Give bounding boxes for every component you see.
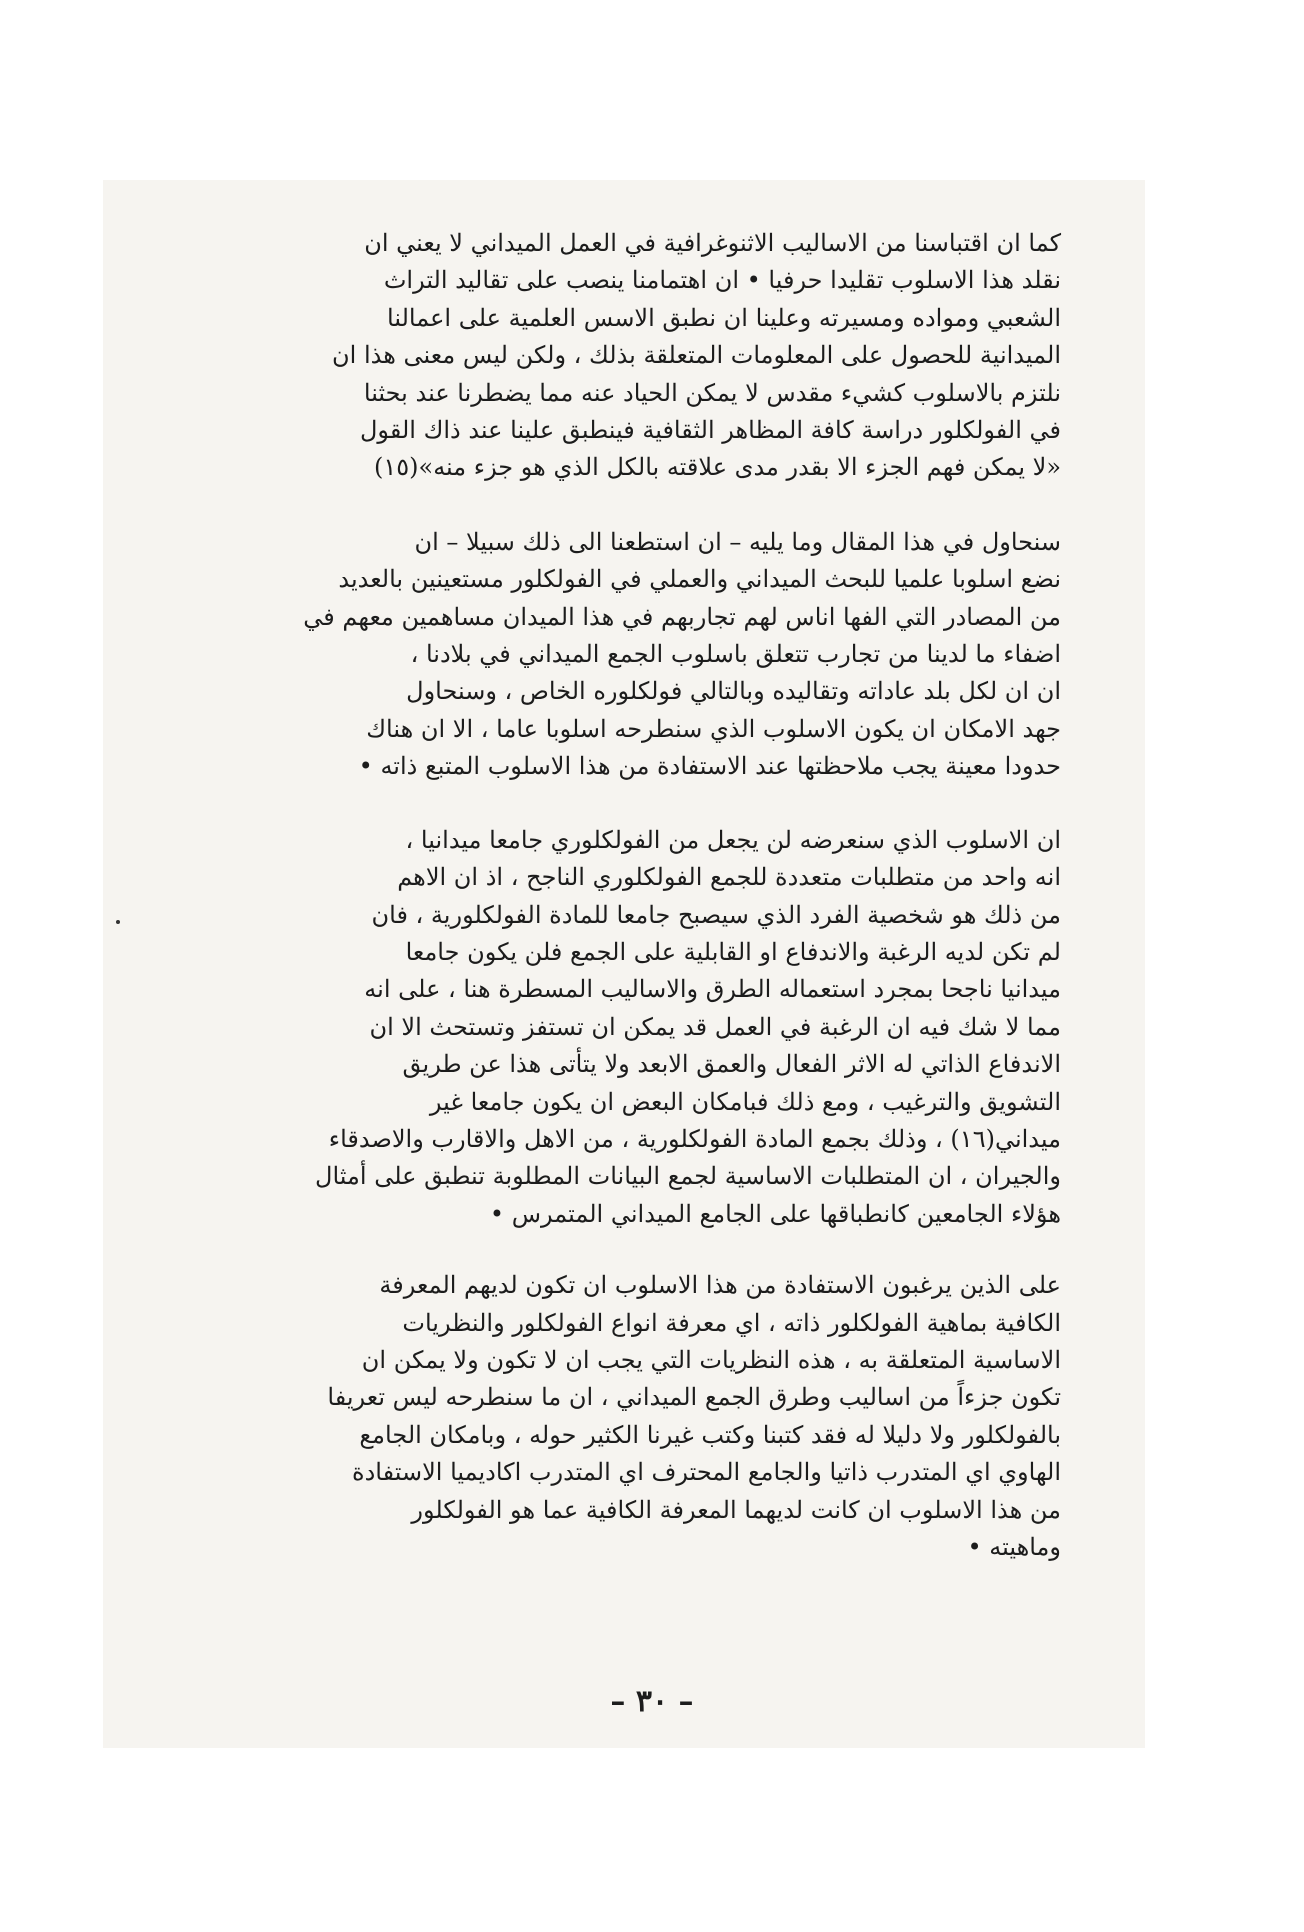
paragraph-3: ان الاسلوب الذي سنعرضه لن يجعل من الفولكلوري جامعا ميدانيا ، انه واحد من متطلبات متعددة للجمع الفولكلوري الناجح ، اذ ان الاهم من ذلك هو شخصية الفرد الذي سيصبح جامعا للمادة الفولكلورية ، فان لم تكن لديه الرغبة والاندفاع او القابلية على الجمع فلن يكون جامعا ميدانيا ناجحا بمجرد استعماله الطرق والاساليب المسطرة هنا ، على انه مما لا شك فيه ان الرغبة في العمل قد يمكن ان تستفز وتستحث الا ان الاندفاع الذاتي له الاثر الفعال والعمق الابعد ولا يتأتى هذا عن طريق التشويق والترغيب ، ومع ذلك فبامكان البعض ان يكون جامعا غير ميداني(١٦) ، وذلك بجمع المادة الفولكلورية ، من الاهل والاقارب والاصدقاء والجيران ، ان المتطلبات الاساسية لجمع البيانات المطلوبة تنطبق على أمثال هؤلاء الجامعين كانطباقها على الجامع الميداني المتمرس • <box>315 825 1061 1228</box>
paragraph-2: سنحاول في هذا المقال وما يليه – ان استطعنا الى ذلك سبيلا – ان نضع اسلوبا علميا للبحث الميداني والعملي في الفولكلور مستعينين بالعديد من المصادر التي الفها اناس لهم تجاربهم في هذا الميدان مساهمين معهم في اضفاء ما لدينا من تجارب تتعلق باسلوب الجمع الميداني في بلادنا ، ان ان لكل بلد عاداته وتقاليده وبالتالي فولكلوره الخاص ، وسنحاول جهد الامكان ان يكون الاسلوب الذي سنطرحه اسلوبا عاما ، الا ان هناك حدودا معينة يجب ملاحظتها عند الاستفادة من هذا الاسلوب المتبع ذاته • <box>303 527 1061 781</box>
body-text <box>196 225 1061 1566</box>
scan-speck <box>116 920 120 924</box>
paragraph-1: كما ان اقتباسنا من الاساليب الاثنوغرافية في العمل الميداني لا يعني ان نقلد هذا الاسلوب تقليدا حرفيا • ان اهتمامنا ينصب على تقاليد التراث الشعبي ومواده ومسيرته وعلينا ان نطبق الاسس العلمية على اعمالنا الميدانية للحصول على المعلومات المتعلقة بذلك ، ولكن ليس معنى هذا ان نلتزم بالاسلوب كشيء مقدس لا يمكن الحياد عنه مما يضطرنا عند بحثنا في الفولكلور دراسة كافة المظاهر الثقافية فينطبق علينا عند ذاك القول «لا يمكن فهم الجزء الا بقدر مدى علاقته بالكل الذي هو جزء منه»(١٥) <box>332 229 1061 482</box>
page-number: – ٣٠ – <box>610 1684 694 1719</box>
paragraph-4: على الذين يرغبون الاستفادة من هذا الاسلوب ان تكون لديهم المعرفة الكافية بماهية الفولكلور ذاته ، اي معرفة انواع الفولكلور والنظريات الاساسية المتعلقة به ، هذه النظريات التي يجب ان لا تكون ولا يمكن ان تكون جزءاً من اساليب وطرق الجمع الميداني ، ان ما سنطرحه ليس تعريفا بالفولكلور ولا دليلا له فقد كتبنا وكتب غيرنا الكثير حوله ، وبامكان الجامع الهاوي اي المتدرب ذاتيا والجامع المحترف اي المتدرب اكاديميا الاستفادة من هذا الاسلوب ان كانت لديهما المعرفة الكافية عما هو الفولكلور وماهيته • <box>327 1271 1061 1561</box>
